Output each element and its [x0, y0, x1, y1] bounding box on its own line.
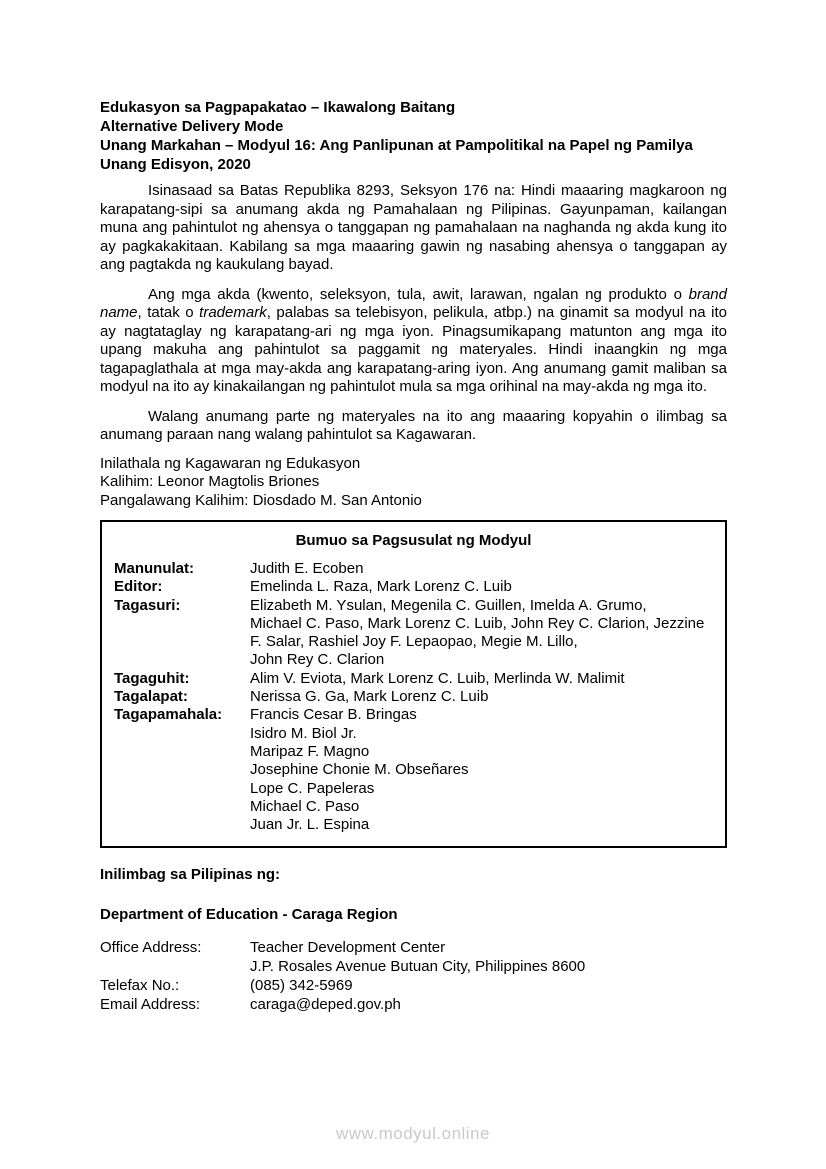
header-line: Alternative Delivery Mode [100, 118, 284, 135]
credits-row [114, 670, 713, 688]
publisher-block [100, 455, 727, 511]
credits-names [250, 597, 713, 670]
contact-row [100, 938, 727, 976]
credits-row [114, 560, 713, 578]
credits-names [250, 560, 713, 578]
contact-label: Telefax No.: [100, 977, 180, 995]
credits-names [250, 578, 713, 596]
publisher-line: Inilathala ng Kagawaran ng Edukasyon [100, 454, 361, 472]
contact-value [250, 995, 727, 1014]
header-line: Unang Edisyon, 2020 [100, 156, 251, 173]
italic-text: trademark [199, 304, 267, 321]
paragraph-text: Isinasaad sa Batas Republika 8293, Seksyon 176 na: Hindi maaaring magkaroon ng karapatang-sipi sa anumang akda ng Pamahalaan ng Pilipinas. Gayunpaman, kailangan muna ang pahintulot ng ahensya o tanggapan ng pamahalaan na naghanda ng akda kung ito ay pagkakakitaan. Kabilang sa mga maaaring gawin ng nasabing ahensya o tanggapan ay ang pagtakda ng kaukulang bayad. [100, 182, 727, 273]
credits-box [100, 520, 727, 848]
credits-name-line: Isidro M. Biol Jr. [250, 724, 357, 742]
credits-name-line: Juan Jr. L. Espina [250, 816, 370, 834]
contact-value-line: caraga@deped.gov.ph [250, 996, 401, 1014]
contact-value-line: J.P. Rosales Avenue Butuan City, Philippines 8600 [250, 958, 586, 976]
contact-value-line: Teacher Development Center [250, 939, 446, 957]
printed-by-heading: Inilimbag sa Pilipinas ng: [100, 866, 281, 884]
credits-row [114, 706, 713, 834]
body-paragraph [100, 286, 727, 397]
contact-row [100, 995, 727, 1014]
body-paragraph [100, 408, 727, 445]
organization-name: Department of Education - Caraga Region [100, 906, 398, 924]
credits-role-label: Tagalapat: [114, 688, 188, 706]
credits-role-label: Editor: [114, 578, 163, 596]
credits-name-line: Emelinda L. Raza, Mark Lorenz C. Luib [250, 578, 512, 596]
page-content [100, 98, 727, 1014]
credits-name-line: Josephine Chonie M. Obseñares [250, 761, 469, 779]
header-line: Unang Markahan – Modyul 16: Ang Panlipunan at Pampolitikal na Papel ng Pamilya [100, 137, 693, 154]
credits-names [250, 706, 713, 834]
credits-name-line: Elizabeth M. Ysulan, Megenila C. Guillen, Imelda A. Grumo, [250, 596, 647, 614]
credits-name-line: John Rey C. Clarion [250, 651, 385, 669]
contact-value [250, 976, 727, 995]
credits-row [114, 578, 713, 596]
body-paragraphs [100, 182, 727, 445]
credits-names [250, 670, 713, 688]
credits-rows [114, 560, 713, 834]
paragraph-text: , tatak o [137, 304, 200, 321]
header-line: Edukasyon sa Pagpapakatao – Ikawalong Baitang [100, 99, 456, 116]
contact-info [100, 938, 727, 1014]
credits-name-line: Alim V. Eviota, Mark Lorenz C. Luib, Merlinda W. Malimit [250, 669, 625, 687]
credits-name-line: Lope C. Papeleras [250, 779, 375, 797]
credits-name-line: Francis Cesar B. Bringas [250, 706, 417, 724]
credits-name-line: Nerissa G. Ga, Mark Lorenz C. Luib [250, 688, 489, 706]
credits-name-line: Michael C. Paso [250, 797, 360, 815]
italic-text: brand name [100, 285, 727, 321]
watermark: www.modyul.online [335, 1124, 490, 1143]
credits-row [114, 597, 713, 670]
credits-role-label: Manunulat: [114, 560, 194, 577]
contact-label: Email Address: [100, 996, 201, 1014]
contact-row [100, 976, 727, 995]
paragraph-text: , palabas sa telebisyon, pelikula, atbp.) na ginamit sa modyul na ito ay nagtataglay ng karapatang-ari ng mga iyon. Pinagsumikapang matunton ang mga ito upang makuha ang pahintulot sa paggamit ng materyales. Hindi inaangkin ng mga tagapaglathala at mga may-akda ang karapatang-aring iyon. Ang anumang gamit maliban sa modyul na ito ay kinakailangan ng pahintulot mula sa mga orihinal na may-akda ng mga ito. [100, 304, 727, 395]
body-paragraph [100, 182, 727, 275]
contact-label: Office Address: [100, 939, 202, 957]
publisher-line: Pangalawang Kalihim: Diosdado M. San Antonio [100, 491, 422, 509]
credits-name-line: Maripaz F. Magno [250, 742, 370, 760]
publisher-line: Kalihim: Leonor Magtolis Briones [100, 473, 320, 490]
credits-role-label: Tagapamahala: [114, 706, 223, 724]
credits-row [114, 688, 713, 706]
contact-value [250, 938, 727, 976]
paragraph-text: Ang mga akda (kwento, seleksyon, tula, awit, larawan, ngalan ng produkto o [148, 285, 689, 303]
document-header [100, 98, 727, 174]
contact-value-line: (085) 342-5969 [250, 977, 353, 995]
credits-name-line: Judith E. Ecoben [250, 560, 364, 577]
credits-box-title: Bumuo sa Pagsusulat ng Modyul [295, 532, 532, 549]
paragraph-text: Walang anumang parte ng materyales na ito ang maaaring kopyahin o ilimbag sa anumang paraan nang walang pahintulot sa Kagawaran. [100, 407, 727, 443]
credits-name-line: Michael C. Paso, Mark Lorenz C. Luib, John Rey C. Clarion, Jezzine [250, 614, 705, 632]
credits-names [250, 688, 713, 706]
credits-role-label: Tagasuri: [114, 596, 181, 614]
credits-role-label: Tagaguhit: [114, 669, 190, 687]
credits-name-line: F. Salar, Rashiel Joy F. Lepaopao, Megie M. Lillo, [250, 633, 578, 651]
